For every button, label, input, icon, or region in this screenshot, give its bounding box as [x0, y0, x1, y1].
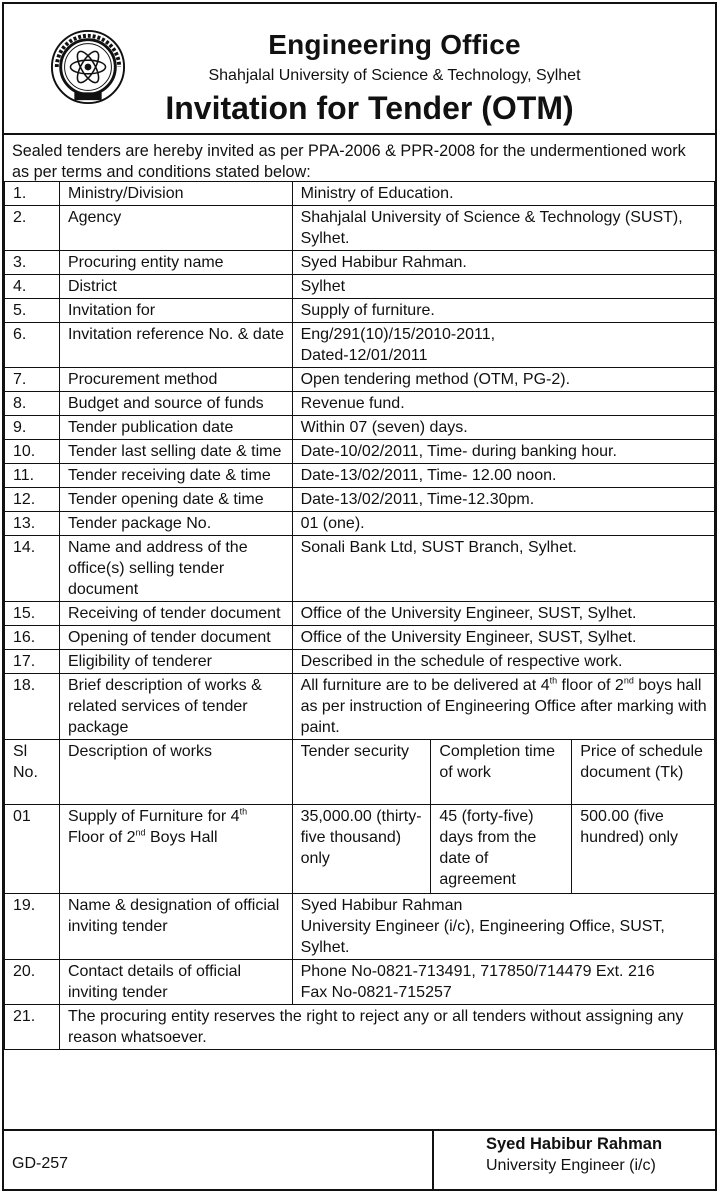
footer	[4, 1129, 715, 1189]
row-value: Office of the University Engineer, SUST, Sylhet.	[292, 626, 714, 650]
info-row	[5, 626, 715, 650]
desc-part: Supply of Furniture for 4	[67, 808, 240, 825]
work-description	[59, 805, 292, 894]
row-number: 17.	[5, 650, 60, 674]
row-number: 1.	[5, 182, 60, 206]
desc-part: Floor of 2	[67, 829, 136, 846]
header	[4, 4, 715, 132]
value-line: Dated-12/01/2011	[300, 347, 428, 364]
row-number: 12.	[5, 488, 60, 512]
tender-info-rows	[5, 182, 715, 674]
tender-table	[4, 181, 715, 1050]
row-value	[292, 674, 714, 740]
row-label: Tender opening date & time	[59, 488, 292, 512]
info-row	[5, 512, 715, 536]
university-name: Shahjalal University of Science & Technology, Sylhet	[208, 67, 581, 84]
info-row	[5, 182, 715, 206]
row-label: Ministry/Division	[59, 182, 292, 206]
info-row	[5, 275, 715, 299]
row-label: Eligibility of tenderer	[59, 650, 292, 674]
work-price: 500.00 (five hundred) only	[572, 805, 715, 894]
info-row	[5, 464, 715, 488]
row-number: 6.	[5, 323, 60, 368]
row-number: 16.	[5, 626, 60, 650]
desc-part: Boys Hall	[145, 829, 218, 846]
superscript: th	[549, 675, 558, 686]
row-number: 20.	[5, 960, 60, 1005]
row-label: Contact details of official inviting tender	[59, 960, 292, 1005]
row-value: Sylhet	[292, 275, 714, 299]
row-value: Date-13/02/2011, Time- 12.00 noon.	[292, 464, 714, 488]
row-number: 14.	[5, 536, 60, 602]
row-value: Shahjalal University of Science & Technology (SUST), Sylhet.	[292, 206, 714, 251]
col-sl-header: Sl No.	[5, 740, 60, 805]
row-number: 5.	[5, 299, 60, 323]
row-number: 3.	[5, 251, 60, 275]
work-completion: 45 (forty-five) days from the date of agreement	[431, 805, 572, 894]
col-completion-header: Completion time of work	[431, 740, 572, 805]
fax-number: Fax No-0821-715257	[300, 984, 452, 1001]
value-part: floor of 2	[557, 677, 624, 694]
superscript: th	[239, 806, 248, 817]
work-sl: 01	[5, 805, 60, 894]
signature-block	[432, 1131, 715, 1189]
row-label: Tender receiving date & time	[59, 464, 292, 488]
row-value	[292, 323, 714, 368]
info-row	[5, 206, 715, 251]
work-security: 35,000.00 (thirty-five thousand) only	[292, 805, 431, 894]
superscript: nd	[623, 675, 634, 686]
value-line: Eng/291(10)/15/2010-2011,	[300, 326, 496, 343]
row-label: Tender publication date	[59, 416, 292, 440]
row-number: 18.	[5, 674, 60, 740]
row-value: Open tendering method (OTM, PG-2).	[292, 368, 714, 392]
info-row	[5, 602, 715, 626]
row-value: 01 (one).	[292, 512, 714, 536]
row-value	[292, 960, 714, 1005]
row-value: Within 07 (seven) days.	[292, 416, 714, 440]
notice-code: GD-257	[12, 1155, 69, 1172]
row-value: Date-13/02/2011, Time-12.30pm.	[292, 488, 714, 512]
info-row	[5, 488, 715, 512]
row-18	[5, 674, 715, 740]
info-row	[5, 650, 715, 674]
row-19	[5, 894, 715, 960]
row-value: Sonali Bank Ltd, SUST Branch, Sylhet.	[292, 536, 714, 602]
works-header-row	[5, 740, 715, 805]
row-label: Tender package No.	[59, 512, 292, 536]
row-number: 4.	[5, 275, 60, 299]
superscript: nd	[135, 827, 146, 838]
row-value: Revenue fund.	[292, 392, 714, 416]
col-desc-header: Description of works	[59, 740, 292, 805]
row-label: Procuring entity name	[59, 251, 292, 275]
row-value: Supply of furniture.	[292, 299, 714, 323]
info-row	[5, 536, 715, 602]
info-row	[5, 392, 715, 416]
notice-heading: Invitation for Tender (OTM)	[165, 90, 574, 126]
info-row	[5, 323, 715, 368]
row-value: The procuring entity reserves the right to reject any or all tenders without assigning any reason whatsoever.	[59, 1005, 714, 1050]
intro-paragraph: Sealed tenders are hereby invited as per PPA-2006 & PPR-2008 for the undermentioned work as per terms and conditions stated below:	[4, 133, 715, 179]
row-label: Invitation reference No. & date	[59, 323, 292, 368]
row-label: Name and address of the office(s) selling tender document	[59, 536, 292, 602]
works-section	[5, 674, 715, 1050]
official-name: Syed Habibur Rahman	[300, 897, 463, 914]
row-value: Ministry of Education.	[292, 182, 714, 206]
info-row	[5, 368, 715, 392]
works-row	[5, 805, 715, 894]
row-number: 10.	[5, 440, 60, 464]
row-value: Date-10/02/2011, Time- during banking hour.	[292, 440, 714, 464]
row-label: District	[59, 275, 292, 299]
value-part: All furniture are to be delivered at 4	[300, 677, 550, 694]
row-number: 19.	[5, 894, 60, 960]
row-value: Described in the schedule of respective work.	[292, 650, 714, 674]
row-number: 15.	[5, 602, 60, 626]
info-row	[5, 416, 715, 440]
row-label: Budget and source of funds	[59, 392, 292, 416]
row-20	[5, 960, 715, 1005]
info-row	[5, 440, 715, 464]
row-value: Syed Habibur Rahman.	[292, 251, 714, 275]
row-label: Tender last selling date & time	[59, 440, 292, 464]
signatory-name-text: Syed Habibur Rahman	[486, 1135, 663, 1153]
phone-number: Phone No-0821-713491, 717850/714479 Ext. 216	[300, 963, 655, 980]
row-value	[292, 894, 714, 960]
office-title: Engineering Office	[268, 29, 521, 60]
col-security-header: Tender security	[292, 740, 431, 805]
row-21	[5, 1005, 715, 1050]
row-value: Office of the University Engineer, SUST, Sylhet.	[292, 602, 714, 626]
value-part: boys hall as per instruction of Engineering Office after marking with paint.	[300, 677, 707, 736]
row-number: 9.	[5, 416, 60, 440]
row-number: 21.	[5, 1005, 60, 1050]
col-price-header: Price of schedule document (Tk)	[572, 740, 715, 805]
row-label: Receiving of tender document	[59, 602, 292, 626]
row-number: 8.	[5, 392, 60, 416]
row-number: 2.	[5, 206, 60, 251]
info-row	[5, 251, 715, 275]
row-label: Invitation for	[59, 299, 292, 323]
signatory-title: University Engineer (i/c)	[486, 1157, 656, 1174]
row-number: 7.	[5, 368, 60, 392]
signatory-name	[486, 1134, 715, 1155]
row-number: 11.	[5, 464, 60, 488]
row-number: 13.	[5, 512, 60, 536]
row-label: Name & designation of official inviting tender	[59, 894, 292, 960]
info-row	[5, 299, 715, 323]
row-label: Agency	[59, 206, 292, 251]
official-designation: University Engineer (i/c), Engineering Office, SUST, Sylhet.	[300, 918, 665, 956]
tender-notice	[2, 2, 717, 1191]
row-label: Opening of tender document	[59, 626, 292, 650]
row-label: Brief description of works & related services of tender package	[59, 674, 292, 740]
row-label: Procurement method	[59, 368, 292, 392]
